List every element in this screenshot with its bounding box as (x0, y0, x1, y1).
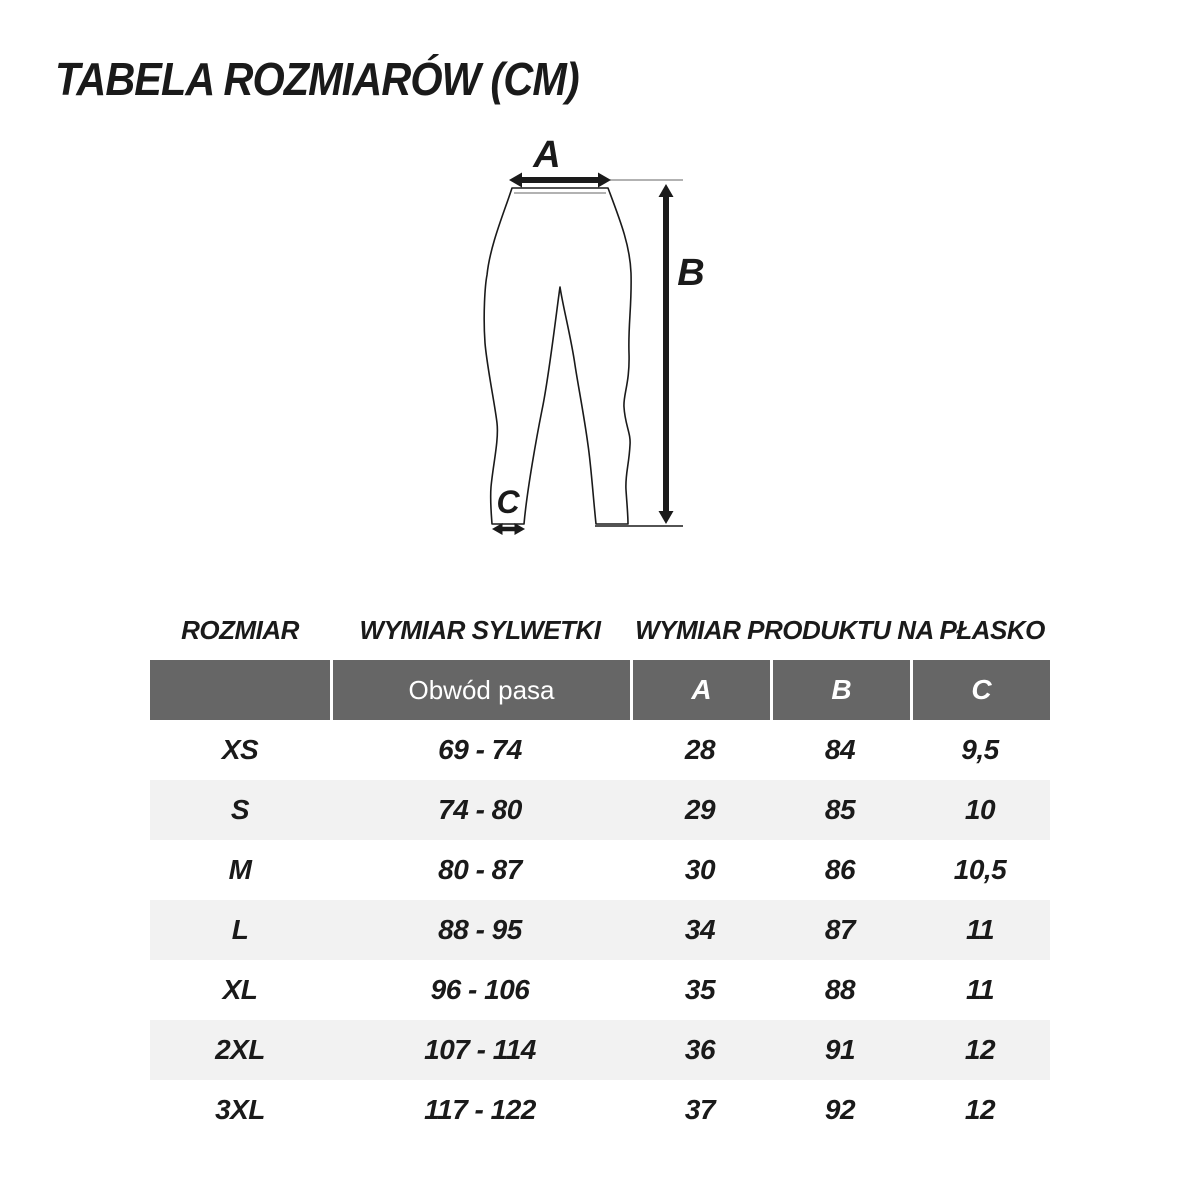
group-header-body: WYMIAR SYLWETKI (359, 614, 601, 645)
table-row (150, 960, 1050, 1020)
table-row (150, 900, 1050, 960)
group-header-product: WYMIAR PRODUKTU NA PŁASKO (635, 614, 1045, 645)
header-cell-c: C (910, 660, 1050, 720)
waist-cell: 96 - 106 (430, 974, 530, 1005)
b-cell: 84 (824, 734, 856, 765)
b-cell: 86 (824, 854, 856, 885)
a-cell: 35 (684, 974, 716, 1005)
c-cell: 12 (910, 1020, 1050, 1080)
c-cell: 11 (910, 900, 1050, 960)
a-cell: 30 (684, 854, 716, 885)
b-cell: 88 (824, 974, 856, 1005)
a-cell: 29 (630, 780, 770, 840)
group-header-size: ROZMIAR (181, 614, 299, 645)
dimension-label-c: C (496, 484, 520, 520)
waist-cell: 74 - 80 (330, 780, 630, 840)
header-cell-size (150, 660, 330, 720)
dimension-label-b: B (677, 252, 705, 294)
page-title: TABELA ROZMIARÓW (CM) (55, 53, 579, 105)
size-cell: XS (221, 734, 259, 765)
b-cell: 92 (824, 1094, 856, 1125)
header-cell-b: B (770, 660, 910, 720)
table-row (150, 720, 1050, 780)
table-row (150, 1020, 1050, 1080)
waist-cell: 80 - 87 (438, 854, 522, 885)
c-cell: 10,5 (953, 854, 1007, 885)
table-group-headers (150, 612, 1050, 648)
c-cell: 11 (965, 974, 995, 1005)
c-cell: 9,5 (961, 734, 999, 765)
size-cell: M (228, 854, 252, 885)
waist-cell: 107 - 114 (330, 1020, 630, 1080)
dimension-arrow-b (659, 184, 674, 524)
size-cell: 2XL (150, 1020, 330, 1080)
b-cell: 87 (770, 900, 910, 960)
header-cell-waist: Obwód pasa (330, 660, 630, 720)
table-row (150, 840, 1050, 900)
a-cell: 28 (684, 734, 716, 765)
pants-measurement-diagram (430, 115, 770, 565)
a-cell: 34 (630, 900, 770, 960)
c-cell: 10 (910, 780, 1050, 840)
a-cell: 37 (684, 1094, 716, 1125)
pants-outline (484, 188, 631, 524)
waist-cell: 88 - 95 (330, 900, 630, 960)
a-cell: 36 (630, 1020, 770, 1080)
b-cell: 85 (770, 780, 910, 840)
table-row (150, 780, 1050, 840)
table-row (150, 1080, 1050, 1140)
b-cell: 91 (770, 1020, 910, 1080)
size-cell: XL (222, 974, 258, 1005)
size-cell: 3XL (215, 1094, 265, 1125)
c-cell: 12 (964, 1094, 996, 1125)
size-cell: S (150, 780, 330, 840)
waist-cell: 117 - 122 (424, 1094, 536, 1125)
table-header-row (150, 660, 1050, 720)
waist-cell: 69 - 74 (438, 734, 522, 765)
dimension-label-a: A (533, 134, 561, 176)
header-cell-a: A (630, 660, 770, 720)
size-table (150, 612, 1050, 1140)
size-cell: L (150, 900, 330, 960)
